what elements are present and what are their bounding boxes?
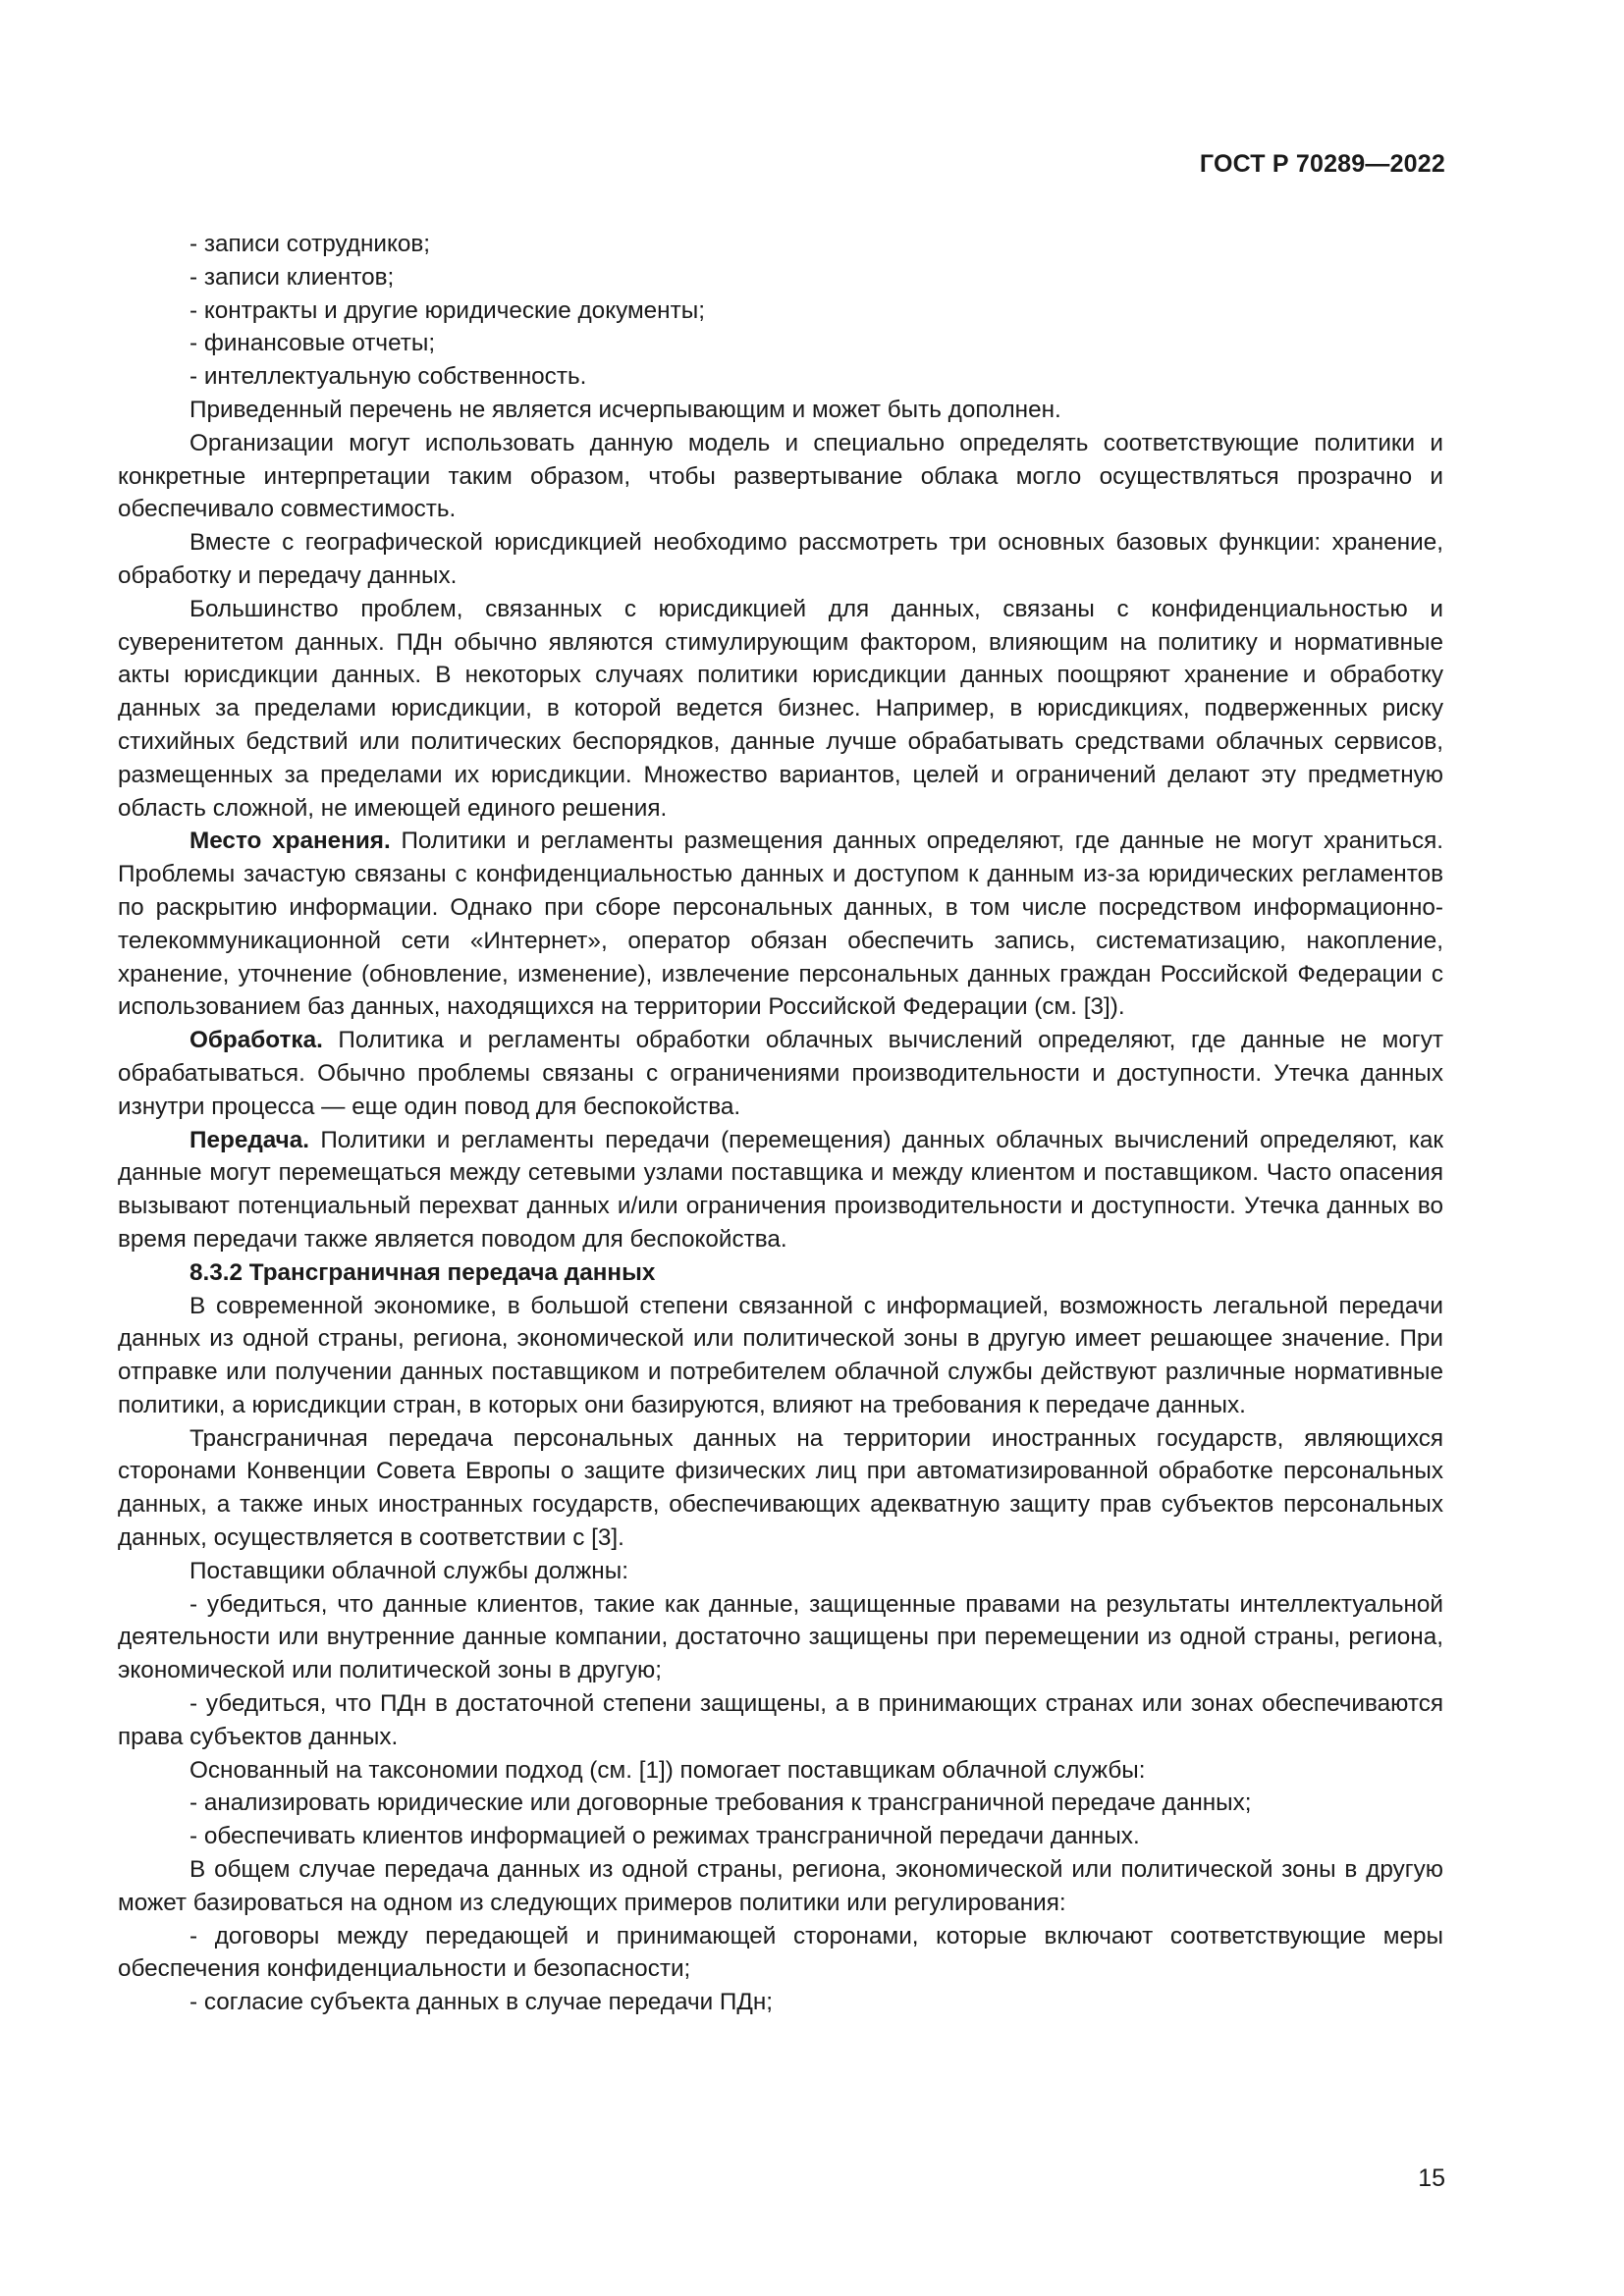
list-item: - контракты и другие юридические документы;: [189, 296, 705, 324]
paragraph: Основанный на таксономии подход (см. [1]) помогает поставщикам облачной службы:: [189, 1756, 1146, 1784]
page-number: 15: [1418, 2164, 1445, 2192]
list-item: - интеллектуальную собственность.: [189, 363, 587, 391]
paragraph-processing: [118, 1024, 1443, 1123]
list-item: - записи сотрудников;: [189, 231, 431, 257]
paragraph: Большинство проблем, связанных с юрисдикцией для данных, связаны с конфиденциальностью и суверенитетом данных. ПДн обычно являются стимулирующим фактором, влияющим на политику и нормативные акты юрисдикции данных. В некоторых случаях политики юрисдикции данных поощряют хранение и обработку данных за пределами юрисдикции, в которой ведется бизнес. Например, в юрисдикциях, подверженных риску стихийных бедствий или политических беспорядков, данные лучше обрабатывать средствами облачных сервисов, размещенных за пределами их юрисдикции. Множество вариантов, целей и ограничений делают эту предметную область сложной, не имеющей единого решения.: [118, 595, 1443, 822]
section-heading: 8.3.2 Трансграничная передача данных: [189, 1258, 656, 1286]
storage-text: Политики и регламенты размещения данных определяют, где данные не могут храниться. Проблемы зачастую связаны с конфиденциальностью данных и доступом к данным из-за юридических регламентов по раскрытию информации. Однако при сборе персональных данных, в том числе посредством информационно-телекоммуникационной сети «Интернет», оператор обязан обеспечить запись, систематизацию, накопление, хранение, уточнение (обновление, изменение), извлечение персональных данных граждан Российской Федерации с использованием баз данных, находящихся на территории Российской Федерации (см. [3]).: [118, 828, 1443, 1021]
list-item: - анализировать юридические или договорные требования к трансграничной передаче данных;: [189, 1789, 1252, 1817]
paragraph: В общем случае передача данных из одной страны, региона, экономической или политической зоны в другую может базироваться на одном из следующих примеров политики или регулирования:: [118, 1856, 1443, 1916]
list-item: - убедиться, что ПДн в достаточной степени защищены, а в принимающих странах или зонах обеспечиваются права субъектов данных.: [118, 1690, 1443, 1750]
paragraph: Вместе с географической юрисдикцией необходимо рассмотреть три основных базовых функции: хранение, обработку и передачу данных.: [118, 529, 1443, 589]
paragraph-storage: [118, 825, 1443, 1024]
paragraph: Приведенный перечень не является исчерпывающим и может быть дополнен.: [189, 396, 1061, 423]
term-storage: Место хранения.: [189, 828, 391, 855]
paragraph: В современной экономике, в большой степени связанной с информацией, возможность легальной передачи данных из одной страны, региона, экономической или политической зоны в другую имеет решающее значение. При отправке или получении данных поставщиком и потребителем облачной службы действуют различные нормативные политики, а юрисдикции стран, в которых они базируются, влияют на требования к передаче данных.: [118, 1292, 1443, 1418]
list-item: - финансовые отчеты;: [189, 330, 436, 357]
page-body: [118, 228, 1443, 2019]
list-item: - убедиться, что данные клиентов, такие как данные, защищенные правами на результаты интеллектуальной деятельности или внутренние данные компании, достаточно защищены при перемещении из одной страны, региона, экономической или политической зоны в другую;: [118, 1590, 1443, 1684]
transfer-text: Политики и регламенты передачи (перемещения) данных облачных вычислений определяют, как данные могут перемещаться между сетевыми узлами поставщика и между клиентом и поставщиком. Часто опасения вызывают потенциальный перехват данных и/или ограничения производительности и доступности. Утечка данных во время передачи также является поводом для беспокойства.: [118, 1126, 1443, 1253]
list-item: - согласие субъекта данных в случае передачи ПДн;: [189, 1989, 774, 2016]
processing-text: Политика и регламенты обработки облачных вычислений определяют, где данные не могут обрабатываться. Обычно проблемы связаны с ограничениями производительности и доступности. Утечка данных изнутри процесса — еще один повод для беспокойства.: [118, 1027, 1443, 1120]
document-id: ГОСТ Р 70289—2022: [1199, 150, 1445, 178]
paragraph: Организации могут использовать данную модель и специально определять соответствующие политики и конкретные интерпретации таким образом, чтобы развертывание облака могло осуществляться прозрачно и обеспечивало совместимость.: [118, 429, 1443, 523]
term-processing: Обработка.: [189, 1027, 323, 1054]
paragraph: Поставщики облачной службы должны:: [189, 1557, 628, 1584]
list-item: - записи клиентов;: [189, 263, 395, 291]
list-item: - договоры между передающей и принимающей сторонами, которые включают соответствующие меры обеспечения конфиденциальности и безопасности;: [118, 1922, 1443, 1983]
term-transfer: Передача.: [189, 1126, 310, 1153]
paragraph: Трансграничная передача персональных данных на территории иностранных государств, являющихся сторонами Конвенции Совета Европы о защите физических лиц при автоматизированной обработке персональных данных, а также иных иностранных государств, обеспечивающих адекватную защиту прав субъектов персональных данных, осуществляется в соответствии с [3].: [118, 1424, 1443, 1552]
list-item: - обеспечивать клиентов информацией о режимах трансграничной передачи данных.: [189, 1823, 1140, 1850]
paragraph-transfer: [118, 1124, 1443, 1256]
